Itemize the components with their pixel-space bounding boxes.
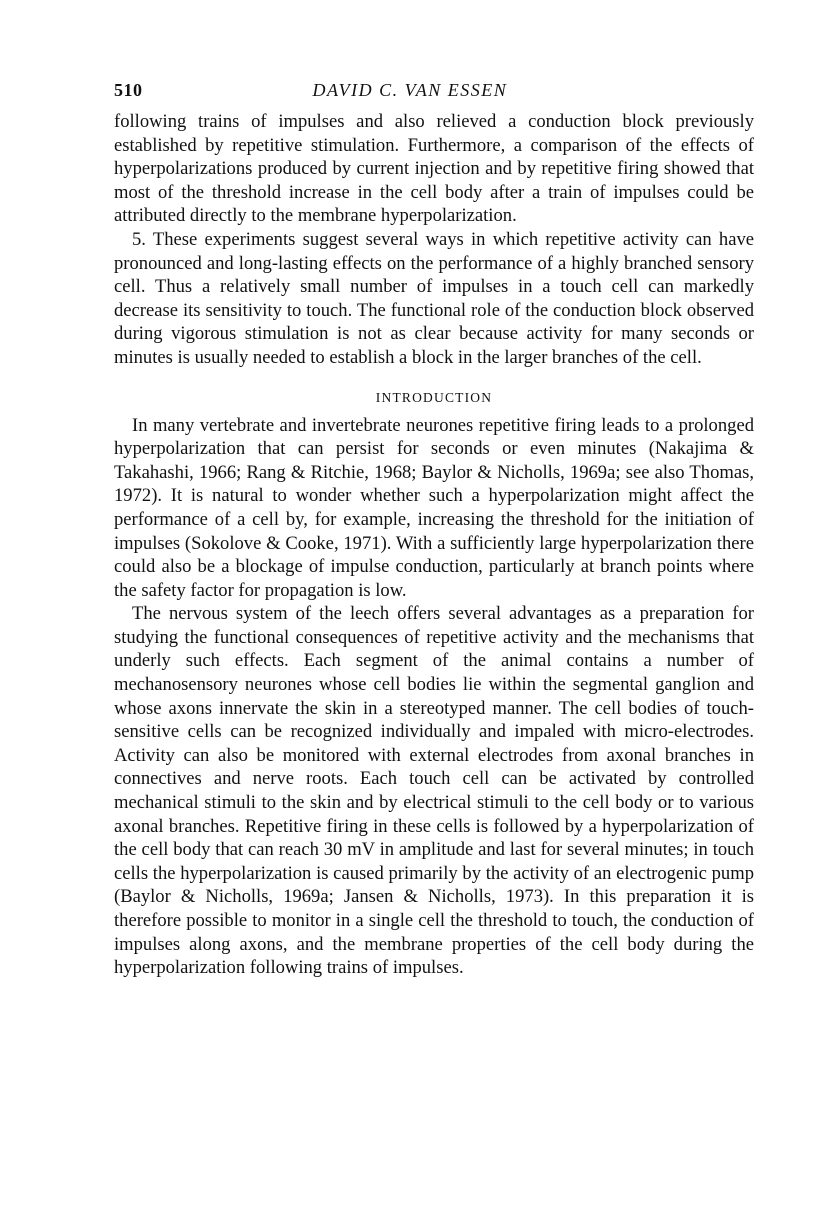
page-number: 510 [114, 80, 143, 100]
section-heading-introduction: INTRODUCTION [375, 389, 493, 405]
continued-paragraph: following trains of impulses and also relieved a conduction block previously established by repetitive stimulation. Furthermore, a comparison of the effects of hyperpolarizations produced by current injection and by repetitive firing showed that most of the threshold increase in the cell body after a train of impulses could be attributed directly to the membrane hyperpolarization. [114, 111, 754, 227]
journal-page [114, 78, 754, 980]
running-head-author: DAVID C. VAN ESSEN [312, 80, 508, 100]
running-head [114, 78, 754, 104]
intro-paragraph: The nervous system of the leech offers several advantages as a preparation for studying the functional consequences of repetitive activity and the mechanisms that underly such effects. Each segment of the animal contains a number of mechanosensory neurones whose cell bodies lie within the segmental ganglion and whose axons innervate the skin in a stereotyped manner. The cell bodies of touch-sensitive cells can be recognized individually and impaled with micro-electrodes. Activity can also be monitored with external electrodes from axonal branches in connectives and nerve roots. Each touch cell can be activated by controlled mechanical stimuli to the skin and by electrical stimuli to the cell body or to various axonal branches. Repetitive firing in these cells is followed by a hyperpolarization of the cell body that can reach 30 mV in amplitude and last for several minutes; in touch cells the hyperpolarization is caused primarily by the activity of an electrogenic pump (Baylor & Nicholls, 1969a; Jansen & Nicholls, 1973). In this preparation it is therefore possible to monitor in a single cell the threshold to touch, the conduction of impulses along axons, and the membrane properties of the cell body during the hyperpolarization following trains of impulses. [114, 603, 754, 979]
intro-paragraph: In many vertebrate and invertebrate neurones repetitive firing leads to a prolonged hyperpolarization that can persist for seconds or even minutes (Nakajima & Takahashi, 1966; Rang & Ritchie, 1968; Baylor & Nicholls, 1969a; see also Thomas, 1972). It is natural to wonder whether such a hyperpolarization might affect the performance of a cell by, for example, increasing the threshold for the initiation of impulses (Sokolove & Cooke, 1971). With a sufficiently large hyperpolarization there could also be a blockage of impulse conduction, particularly at branch points where the safety factor for propagation is low. [114, 414, 754, 601]
summary-point-5: 5. These experiments suggest several ways in which repetitive activity can have pronounced and long-lasting effects on the performance of a highly branched sensory cell. Thus a relatively small number of impulses in a touch cell can markedly decrease its sensitivity to touch. The functional role of the conduction block observed during vigorous stimulation is not as clear because activity for many seconds or minutes is usually needed to establish a block in the larger branches of the cell. [114, 228, 754, 368]
